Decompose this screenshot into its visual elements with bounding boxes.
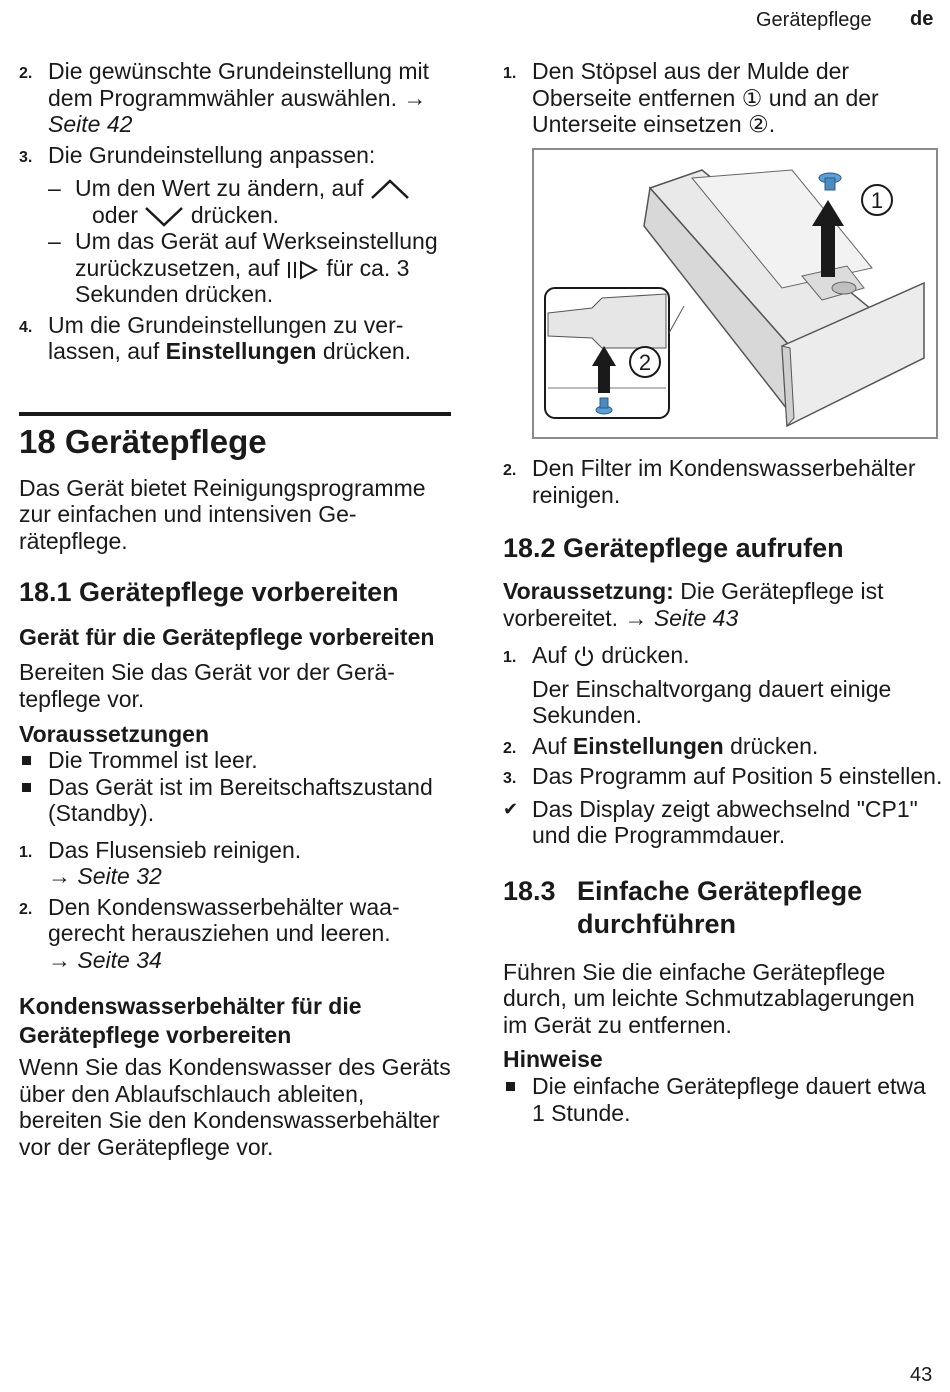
settings-label: Einstellungen bbox=[572, 732, 724, 759]
section-heading bbox=[503, 875, 943, 941]
notes-heading: Hinweise bbox=[503, 1046, 603, 1072]
bullet-text: Die einfache Gerätepflege dauert etwa 1 Stunde. bbox=[532, 1073, 926, 1126]
step-number: 2. bbox=[19, 65, 33, 82]
step-number: 3. bbox=[503, 770, 517, 787]
prerequisites-heading: Voraussetzungen bbox=[19, 721, 209, 747]
page-link[interactable]: Seite 32 bbox=[77, 863, 162, 889]
sub-text: drücken. bbox=[190, 201, 280, 228]
bullet-text: Das Gerät ist im Bereitschaftszustand (Standby). bbox=[48, 773, 433, 826]
result-item bbox=[503, 796, 943, 849]
prerequisite bbox=[503, 578, 943, 631]
chevron-down-icon bbox=[144, 205, 184, 227]
prerequisite-label: Voraussetzung: bbox=[503, 578, 674, 604]
section-heading: 18.1 Gerätepflege vorbereiten bbox=[19, 577, 399, 607]
step-number: 1. bbox=[19, 843, 33, 861]
step-text: Das Programm auf Position 5 einstellen. bbox=[532, 763, 943, 789]
list-item bbox=[503, 455, 943, 508]
step-text: Den Filter im Kondenswasserbehälter reinigen. bbox=[532, 455, 916, 508]
dash-marker: – bbox=[48, 175, 61, 201]
sub-text: Um das Gerät auf Werkseinstellung zurückzusetzen, auf bbox=[75, 228, 438, 281]
callout-1-marker: ① bbox=[741, 84, 763, 111]
subsection-heading: Gerät für die Gerätepflege vorbereiten bbox=[19, 624, 435, 650]
arrow-icon: → bbox=[48, 946, 71, 973]
section-number: 18.3 bbox=[503, 875, 556, 906]
step-number: 3. bbox=[19, 148, 33, 166]
bullet-marker bbox=[506, 1082, 515, 1091]
callout-2-marker: ② bbox=[748, 111, 769, 137]
paragraph: Führen Sie die einfache Gerätepflege durch, um leichte Schmutzablagerungen im Gerät zu entfernen. bbox=[503, 958, 915, 1038]
chevron-up-icon bbox=[370, 178, 410, 200]
checkmark-icon: ✔ bbox=[503, 798, 519, 819]
step-text: und an der Unterseite einsetzen bbox=[532, 84, 879, 137]
running-header: Gerätepflege bbox=[756, 9, 872, 31]
result-text: Das Display zeigt abwechselnd "CP1" und die Programmdauer. bbox=[532, 795, 918, 848]
bullet-item bbox=[503, 1073, 943, 1126]
page-link[interactable]: Seite 34 bbox=[77, 946, 162, 973]
step-number: 4. bbox=[19, 318, 33, 336]
settings-label: Einstellungen bbox=[165, 338, 317, 364]
step-text: Die gewünschte Grundeinstellung mit dem Programmwähler auswählen. bbox=[48, 58, 429, 111]
condensate-container-illustration bbox=[532, 148, 938, 439]
list-item bbox=[503, 58, 943, 138]
chapter-intro: Das Gerät bietet Reinigungsprogramme zur einfachen und intensiven Gerätepflege. bbox=[19, 474, 426, 554]
step-text: Die Grundeinstellung anpassen: bbox=[48, 141, 376, 168]
sub-text: Um den Wert zu ändern, auf bbox=[75, 175, 364, 201]
step-number: 1. bbox=[503, 649, 517, 666]
step-number: 1. bbox=[503, 65, 517, 82]
bullet-text: Die Trommel ist leer. bbox=[48, 747, 258, 773]
section-title: Einfache Gerätepflege durchführen bbox=[577, 875, 863, 939]
callout-1-label: 1 bbox=[870, 188, 884, 213]
list-item bbox=[503, 642, 943, 669]
step-number: 2. bbox=[503, 739, 517, 757]
left-column bbox=[19, 58, 451, 1160]
sub-text: oder bbox=[92, 201, 139, 228]
step-text: Auf bbox=[532, 642, 567, 668]
sub-list-item bbox=[19, 175, 451, 228]
bullet-marker bbox=[22, 783, 31, 792]
arrow-icon: → bbox=[48, 863, 71, 889]
step-number: 2. bbox=[19, 900, 33, 918]
sub-list-item bbox=[19, 228, 451, 308]
sub-text: für ca. 3 Sekunden drücken. bbox=[75, 254, 410, 307]
step-text: Auf bbox=[532, 732, 567, 759]
page-link[interactable]: Seite 42 bbox=[48, 111, 133, 137]
list-item bbox=[19, 142, 451, 169]
arrow-icon: → bbox=[624, 604, 648, 631]
language-code: de bbox=[910, 8, 934, 30]
paragraph: Bereiten Sie das Gerät vor der Gerätepflege vor. bbox=[19, 659, 395, 712]
list-item bbox=[503, 733, 943, 760]
step-text: Das Flusensieb reinigen. bbox=[48, 836, 302, 863]
chapter-heading: 18 Gerätepflege bbox=[19, 422, 267, 460]
right-column-lower bbox=[503, 455, 943, 1126]
page-link[interactable]: Seite 43 bbox=[653, 604, 739, 631]
step-text: . bbox=[768, 111, 776, 137]
list-item bbox=[503, 763, 943, 790]
step-text: drücken. bbox=[322, 338, 412, 364]
start-pause-icon bbox=[286, 260, 320, 280]
step-text: drücken. bbox=[601, 642, 690, 668]
dash-marker: – bbox=[48, 228, 61, 254]
step-text: Den Kondenswasserbehälter waagerecht herausziehen und leeren. bbox=[48, 893, 400, 946]
subsection-heading: Kondenswasserbehälter für die Gerätepflege vorbereiten bbox=[19, 993, 362, 1048]
bullet-item bbox=[19, 747, 451, 774]
paragraph: Wenn Sie das Kondenswasser des Geräts über den Ablaufschlauch ableiten, bereiten Sie den Kondenswasserbehälter vor der Gerätepflege vor. bbox=[19, 1054, 451, 1160]
step-number: 2. bbox=[503, 462, 517, 479]
prerequisite-text: Die Gerätepflege ist vorbereitet. bbox=[503, 578, 884, 631]
page-number: 43 bbox=[910, 1364, 933, 1386]
power-icon bbox=[573, 645, 595, 667]
section-heading: 18.2 Gerätepflege aufrufen bbox=[503, 533, 844, 563]
arrow-icon: → bbox=[403, 84, 427, 111]
right-column bbox=[503, 58, 943, 138]
list-item bbox=[19, 837, 451, 890]
bullet-item bbox=[19, 774, 451, 827]
section-rule bbox=[19, 412, 451, 416]
callout-2-label: 2 bbox=[638, 350, 652, 375]
step-text: Um die Grundeinstellungen zu verlassen, auf bbox=[48, 311, 404, 364]
list-item bbox=[19, 894, 451, 974]
bullet-marker bbox=[22, 756, 31, 765]
list-item bbox=[19, 312, 451, 365]
step-text: Den Stöpsel aus der Mulde der Oberseite entfernen bbox=[532, 58, 850, 111]
step-result: Der Einschaltvorgang dauert einige Sekunden. bbox=[532, 675, 892, 728]
list-item bbox=[19, 58, 451, 138]
step-text: drücken. bbox=[730, 732, 819, 759]
